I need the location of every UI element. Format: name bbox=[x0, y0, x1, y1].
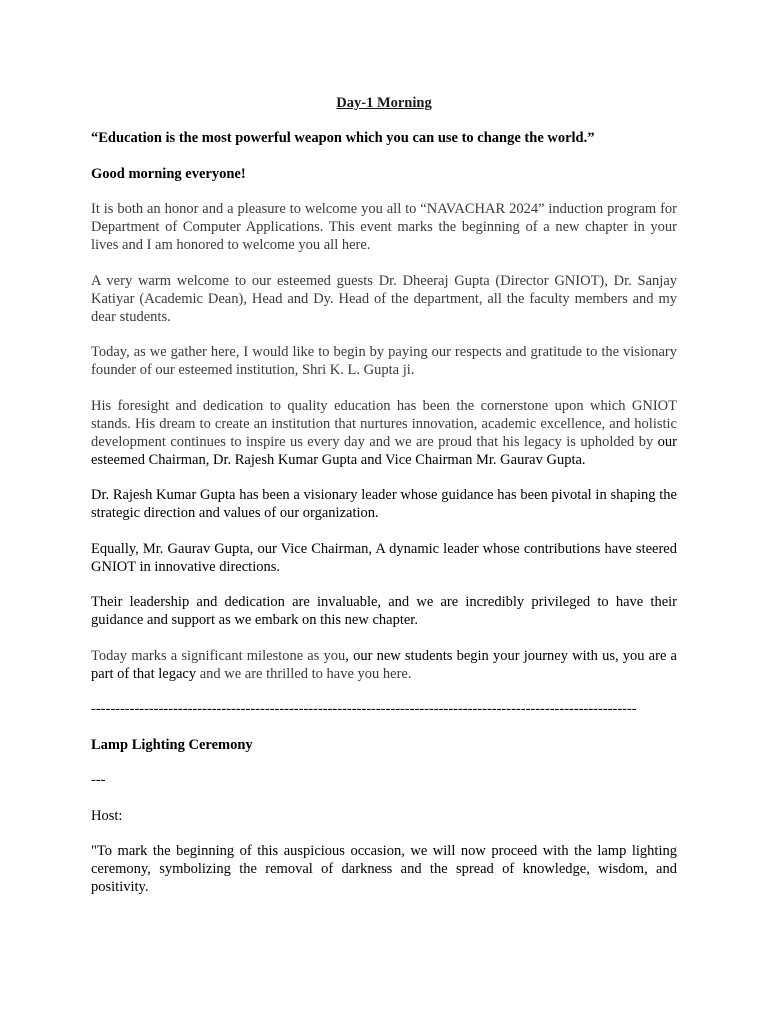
milestone-closing-text: and we are thrilled to have you here. bbox=[196, 665, 412, 682]
chairman-paragraph: Dr. Rajesh Kumar Gupta has been a visionary leader whose guidance has been pivotal in shaping the strategic direction and values of our organization. bbox=[91, 487, 677, 521]
guests-paragraph: A very warm welcome to our esteemed guests Dr. Dheeraj Gupta (Director GNIOT), Dr. Sanjay Katiyar (Academic Dean), Head and Dy. Head of the department, all the faculty members and my dear students. bbox=[91, 272, 677, 325]
page-title: Day-1 Morning bbox=[336, 95, 432, 111]
leadership-paragraph: Their leadership and dedication are invaluable, and we are incredibly privileged to have their guidance and support as we embark on this new chapter. bbox=[91, 594, 677, 628]
foresight-paragraph bbox=[91, 397, 677, 469]
host-label: Host: bbox=[91, 807, 123, 824]
foresight-chairman-text: our esteemed Chairman, Dr. Rajesh Kumar Gupta and Vice Chairman Mr. Gaurav Gupta. bbox=[91, 433, 677, 468]
opening-quote: “Education is the most powerful weapon which you can use to change the world.” bbox=[91, 130, 595, 146]
greeting: Good morning everyone! bbox=[91, 165, 246, 182]
section-divider: ----------------------------------------------------------------------------------------------------------------- bbox=[91, 701, 637, 717]
founder-paragraph: Today, as we gather here, I would like to begin by paying our respects and gratitude to the visionary founder of our esteemed institution, Shri K. L. Gupta ji. bbox=[91, 344, 677, 378]
milestone-text: Today marks a significant milestone as you bbox=[91, 647, 346, 664]
welcome-paragraph: It is both an honor and a pleasure to welcome you all to “NAVACHAR 2024” induction program for Department of Computer Applications. This event marks the beginning of a new chapter in your lives and I am honored to welcome you all here. bbox=[91, 201, 677, 253]
foresight-text: His foresight and dedication to quality education has been the cornerstone upon which GNIOT stands. His dream to create an institution that nurtures innovation, academic excellence, and holistic development continues to inspire us every day and we are proud that his legacy is upholded by bbox=[91, 397, 677, 450]
milestone-students-text: , our new students begin your journey with us, you are a part of that legacy bbox=[91, 647, 677, 682]
host-speech: "To mark the beginning of this auspicious occasion, we will now proceed with the lamp lighting ceremony, symbolizing the removal of darkness and the spread of knowledge, wisdom, and positivity. bbox=[91, 843, 677, 895]
section-title: Lamp Lighting Ceremony bbox=[91, 736, 253, 753]
vice-chairman-paragraph: Equally, Mr. Gaurav Gupta, our Vice Chairman, A dynamic leader whose contributions have steered GNIOT in innovative directions. bbox=[91, 540, 677, 575]
short-rule: --- bbox=[91, 772, 106, 788]
milestone-paragraph bbox=[91, 647, 677, 683]
